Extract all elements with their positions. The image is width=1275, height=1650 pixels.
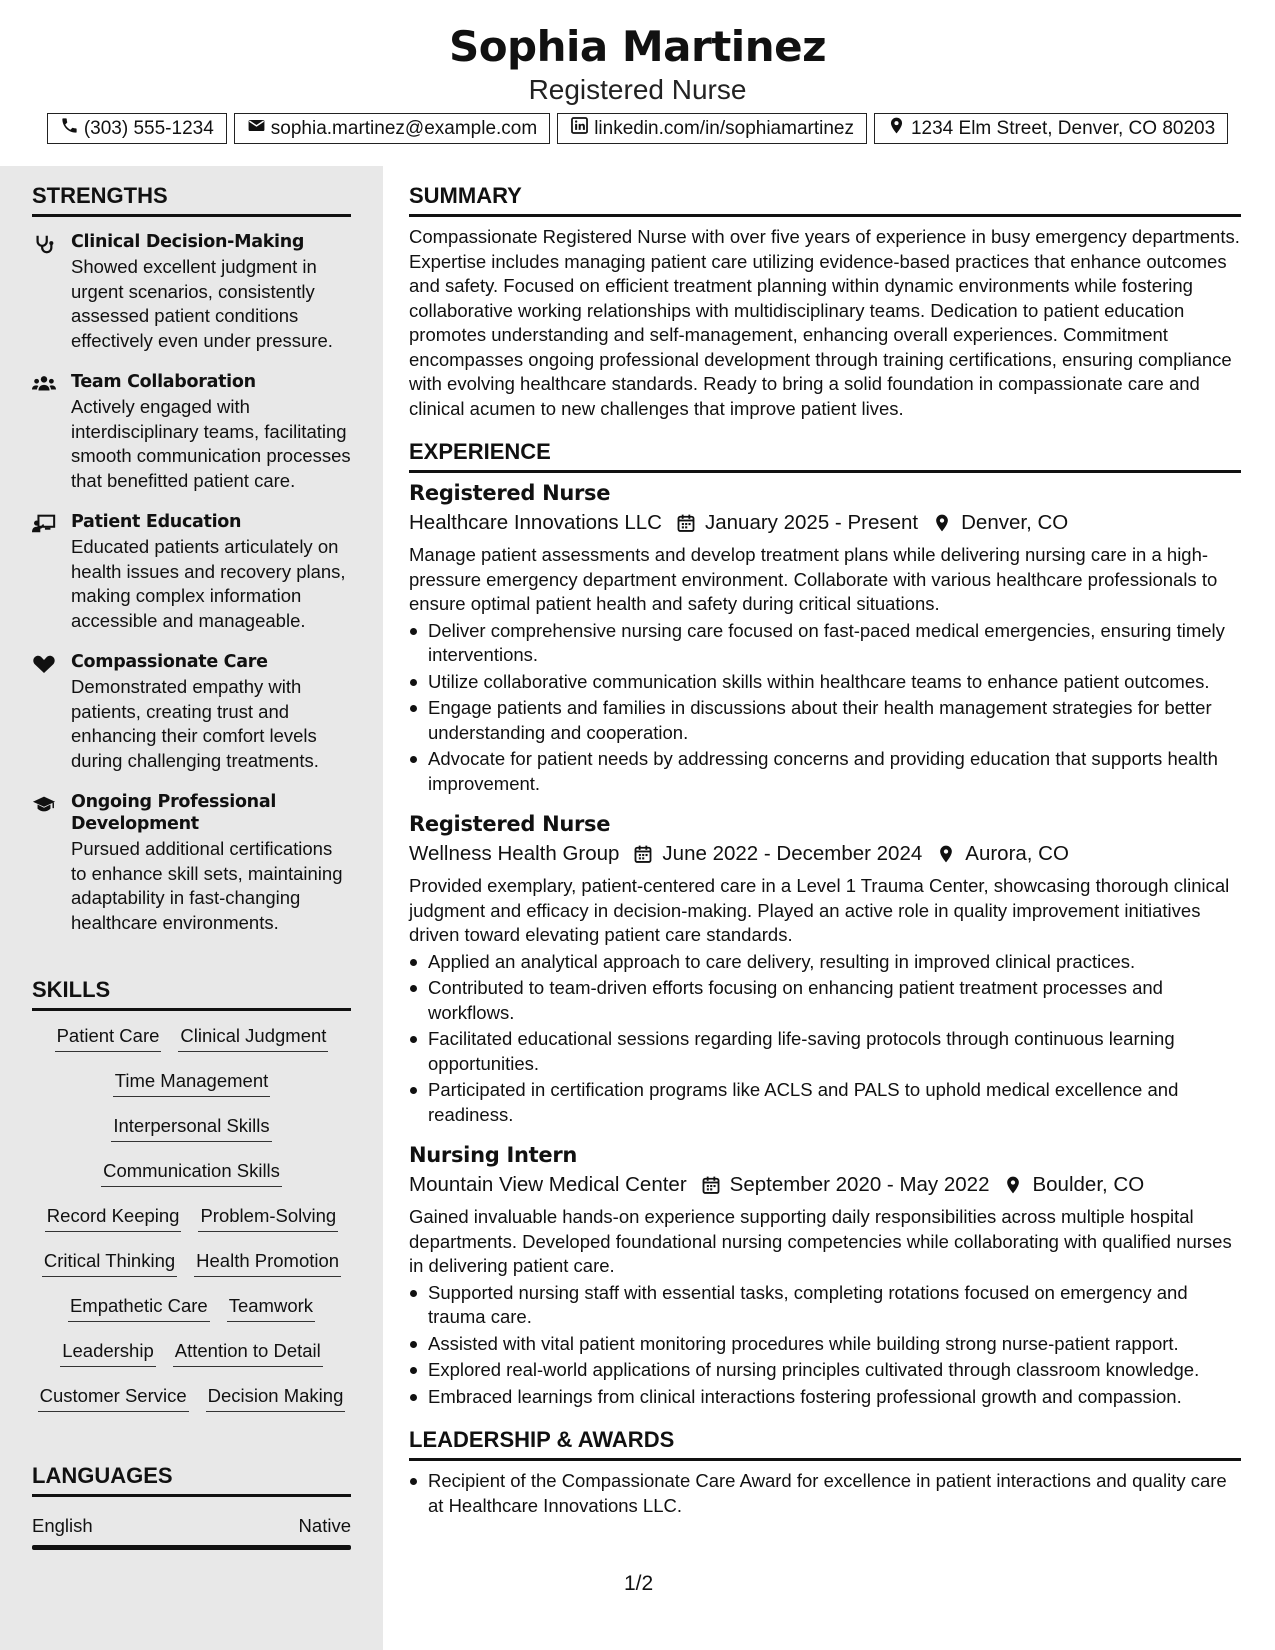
job-company: Healthcare Innovations LLC (409, 511, 662, 534)
job-meta (409, 842, 1241, 866)
summary-text: Compassionate Registered Nurse with over five years of experience in busy emergency departments. Expertise includes managing patient care utilizing evidence-based practices that enhance outcomes and safety. Focused on efficient treatment planning within dynamic environments while fostering collaborative working relationships with multidisciplinary teams. Dedication to patient education promotes understanding and self-management, enhancing overall experiences. Commitment encompasses ongoing professional development through training certifications, ensuring compliance with evolving healthcare standards. Ready to bring a solid foundation in compassionate care and clinical acumen to new challenges that improve patient lives. (409, 226, 1240, 419)
calendar-icon (701, 1175, 721, 1195)
skill-tag: Critical Thinking (42, 1250, 177, 1277)
job-bullets (409, 1281, 1241, 1410)
summary-heading: SUMMARY (409, 183, 1241, 217)
job-location: Aurora, CO (965, 842, 1069, 865)
map-pin-icon (887, 116, 906, 141)
job-dates: June 2022 - December 2024 (662, 842, 923, 865)
bullet-item: Recipient of the Compassionate Care Award for excellence in patient interactions and quality care at Healthcare Innovations LLC. (409, 1469, 1241, 1518)
candidate-title: Registered Nurse (528, 74, 747, 105)
job-company: Wellness Health Group (409, 842, 620, 865)
graduation-cap-icon (32, 793, 56, 815)
skill-tag: Record Keeping (45, 1205, 182, 1232)
skill-row (32, 1115, 351, 1160)
job-description: Manage patient assessments and develop treatment plans while delivering nursing care in a high-pressure emergency department environment. Collaborate with various healthcare professionals to ensure optimal patient health and safety during critical situations. (409, 544, 1218, 614)
job-description: Provided exemplary, patient-centered care in a Level 1 Trauma Center, showcasing thorough clinical judgment and efficacy in decision-making. Played an active role in quality improvement initiatives driven toward elevating patient care standards. (409, 875, 1230, 945)
job-location: Denver, CO (961, 511, 1069, 534)
strength-title: Patient Education (71, 512, 242, 532)
skill-row (32, 1025, 351, 1070)
strength-title: Compassionate Care (71, 652, 268, 672)
skill-row (32, 1385, 351, 1430)
bullet-item: Supported nursing staff with essential tasks, completing rotations focused on emergency and trauma care. (409, 1281, 1241, 1330)
bullet-item: Embraced learnings from clinical interactions fostering professional growth and compassion. (409, 1385, 1241, 1410)
skill-row (32, 1070, 351, 1115)
strength-item (32, 791, 351, 935)
language-level: Native (298, 1515, 351, 1536)
strength-item (32, 231, 351, 353)
strength-title: Ongoing Professional Development (71, 792, 277, 834)
experience-heading: EXPERIENCE (409, 439, 1241, 473)
skills-section (32, 977, 351, 1430)
languages-heading: LANGUAGES (32, 1463, 351, 1497)
skill-tag: Leadership (60, 1340, 156, 1367)
strength-desc: Actively engaged with interdisciplinary teams, facilitating smooth communication processes that benefitted patient care. (71, 396, 351, 491)
contact-linkedin[interactable] (557, 113, 867, 144)
skill-row (32, 1250, 351, 1295)
languages-section (32, 1463, 351, 1550)
skill-tag: Clinical Judgment (178, 1025, 328, 1052)
strength-desc: Pursued additional certifications to enhance skill sets, maintaining adaptability in fast-changing healthcare environments. (71, 838, 343, 933)
bullet-item: Facilitated educational sessions regarding life-saving protocols through continuous learning opportunities. (409, 1027, 1241, 1076)
awards-bullets (409, 1469, 1241, 1518)
stethoscope-icon (32, 233, 56, 255)
strength-desc: Educated patients articulately on health issues and recovery plans, making complex information accessible and manageable. (71, 536, 346, 631)
strength-desc: Showed excellent judgment in urgent scenarios, consistently assessed patient conditions effectively even under pressure. (71, 256, 333, 351)
strengths-section (32, 183, 351, 953)
skill-tag: Time Management (113, 1070, 271, 1097)
heart-icon (32, 653, 56, 675)
contact-email[interactable] (234, 113, 550, 144)
job-title: Registered Nurse (409, 812, 611, 836)
awards-section (409, 1427, 1241, 1518)
experience-section (409, 439, 1241, 1409)
skill-tag: Communication Skills (101, 1160, 282, 1187)
contact-phone (47, 113, 227, 144)
language-name: English (32, 1515, 93, 1536)
strength-item (32, 511, 351, 633)
contact-address (874, 113, 1228, 144)
job-title: Nursing Intern (409, 1143, 578, 1167)
bullet-item: Participated in certification programs like ACLS and PALS to uphold medical excellence and readiness. (409, 1078, 1241, 1127)
map-pin-icon (1003, 1175, 1023, 1195)
contact-bar (0, 113, 1275, 144)
contact-text: 1234 Elm Street, Denver, CO 80203 (910, 117, 1216, 139)
language-proficiency-bar (32, 1545, 351, 1550)
skill-tag: Attention to Detail (173, 1340, 323, 1367)
strength-item (32, 371, 351, 493)
job-meta (409, 1173, 1241, 1197)
main-content (409, 166, 1241, 1536)
job-bullets (409, 619, 1241, 797)
job-company: Mountain View Medical Center (409, 1173, 687, 1196)
bullet-item: Assisted with vital patient monitoring procedures while building strong nurse-patient rapport. (409, 1332, 1241, 1357)
job-entry (409, 1143, 1241, 1409)
skill-tag: Customer Service (38, 1385, 189, 1412)
chalkboard-teacher-icon (32, 513, 56, 535)
contact-text: linkedin.com/in/sophiamartinez (594, 117, 854, 139)
job-entry (409, 812, 1241, 1127)
job-meta (409, 511, 1241, 535)
bullet-item: Utilize collaborative communication skills within healthcare teams to enhance patient outcomes. (409, 670, 1241, 695)
calendar-icon (633, 844, 653, 864)
job-entry (409, 481, 1241, 796)
job-description: Gained invaluable hands-on experience supporting daily responsibilities across multiple hospital departments. Developed foundational nursing competencies while collaborating with qualified nurses in delivering patient care. (409, 1206, 1232, 1276)
map-pin-icon (932, 513, 952, 533)
bullet-item: Applied an analytical approach to care delivery, resulting in improved clinical practices. (409, 950, 1241, 975)
users-icon (32, 373, 56, 395)
skill-row (32, 1340, 351, 1385)
bullet-item: Contributed to team-driven efforts focusing on enhancing patient treatment processes and workflows. (409, 976, 1241, 1025)
skills-heading: SKILLS (32, 977, 351, 1011)
calendar-icon (676, 513, 696, 533)
skill-tag: Interpersonal Skills (111, 1115, 271, 1142)
job-title: Registered Nurse (409, 481, 611, 505)
language-item (32, 1515, 351, 1545)
summary-section (409, 183, 1241, 421)
strengths-heading: STRENGTHS (32, 183, 351, 217)
skill-row (32, 1295, 351, 1340)
bullet-item: Advocate for patient needs by addressing concerns and providing education that supports health improvement. (409, 747, 1241, 796)
linkedin-icon (570, 116, 589, 141)
skill-tag: Health Promotion (194, 1250, 341, 1277)
contact-text: (303) 555-1234 (83, 117, 214, 139)
strength-title: Clinical Decision-Making (71, 232, 305, 252)
job-bullets (409, 950, 1241, 1128)
job-dates: January 2025 - Present (705, 511, 919, 534)
strength-desc: Demonstrated empathy with patients, creating trust and enhancing their comfort levels during challenging treatments. (71, 676, 319, 771)
skill-tag: Decision Making (206, 1385, 346, 1412)
skill-tag: Patient Care (55, 1025, 162, 1052)
envelope-icon (247, 116, 266, 141)
phone-icon (60, 116, 79, 141)
skill-tag: Teamwork (227, 1295, 315, 1322)
bullet-item: Deliver comprehensive nursing care focused on fast-paced medical emergencies, ensuring timely interventions. (409, 619, 1241, 668)
bullet-item: Explored real-world applications of nursing principles cultivated through classroom knowledge. (409, 1358, 1241, 1383)
strength-title: Team Collaboration (71, 372, 256, 392)
skill-tag: Problem-Solving (198, 1205, 338, 1232)
candidate-name: Sophia Martinez (448, 22, 827, 71)
awards-heading: LEADERSHIP & AWARDS (409, 1427, 1241, 1461)
page-number: 1/2 (624, 1572, 654, 1595)
job-dates: September 2020 - May 2022 (729, 1173, 990, 1196)
skill-tag: Empathetic Care (68, 1295, 210, 1322)
strength-item (32, 651, 351, 773)
job-location: Boulder, CO (1032, 1173, 1145, 1196)
skill-row (32, 1205, 351, 1250)
skill-row (32, 1160, 351, 1205)
bullet-item: Engage patients and families in discussions about their health management strategies for better understanding and cooperation. (409, 696, 1241, 745)
contact-text: sophia.martinez@example.com (270, 117, 538, 139)
map-pin-icon (936, 844, 956, 864)
